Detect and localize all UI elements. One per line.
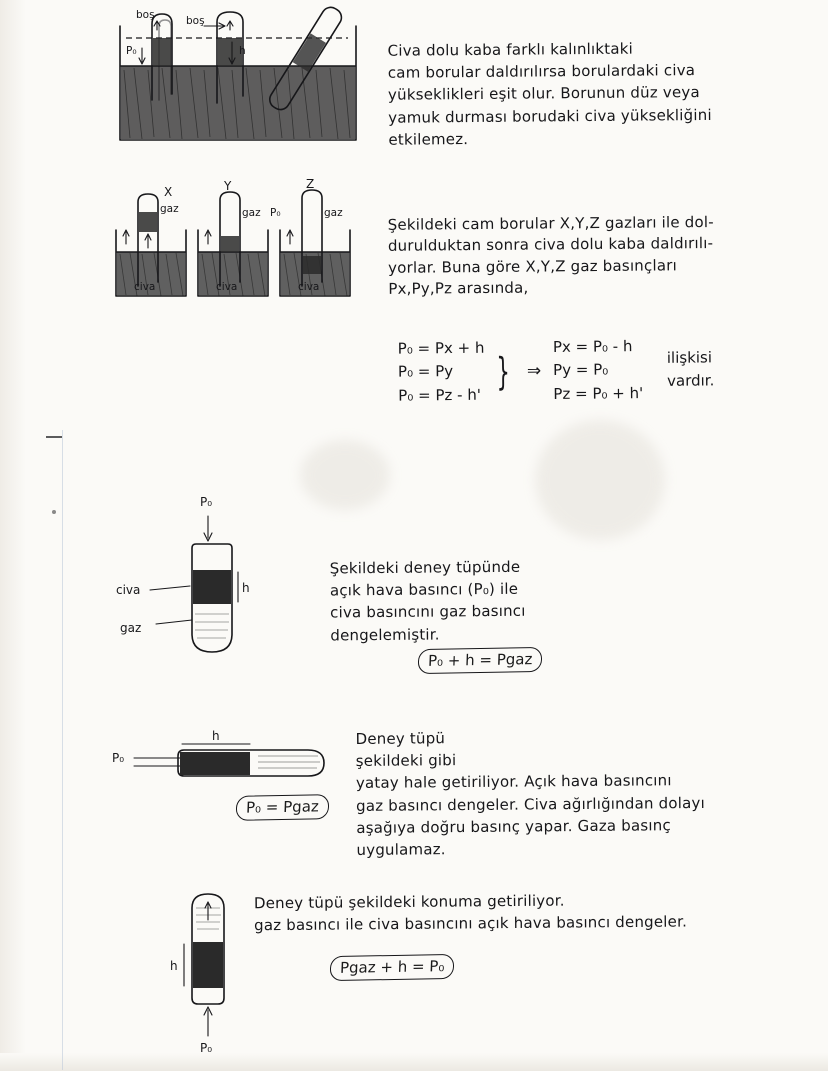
svg-text:gaz: gaz (242, 207, 261, 219)
svg-text:h: h (242, 581, 250, 595)
figure-three-gas-tubes (112, 177, 362, 310)
stray-ink-dot (52, 510, 56, 514)
svg-text:boş: boş (136, 9, 155, 21)
section5-line: gaz basıncı ile civa basıncını açık hava basıncı dengeler. (254, 912, 688, 935)
figure-horizontal-test-tube (112, 729, 362, 796)
section4-line: şekildeki gibi (355, 751, 457, 771)
section3-equation (418, 648, 542, 673)
section4-line: uygulamaz. (356, 840, 446, 859)
page-bottom-edge-shadow (0, 1053, 828, 1071)
svg-text:h: h (212, 729, 220, 743)
section2-line: Şekildeki cam borular X,Y,Z gazları ile dol- (387, 212, 714, 234)
section1-line: Civa dolu kaba farklı kalınlıktaki (387, 39, 634, 60)
section5-equation (330, 955, 454, 980)
section2-line: yorlar. Buna göre X,Y,Z gaz basınçları (388, 255, 677, 277)
svg-text:P₀: P₀ (126, 45, 137, 57)
equations-left (398, 337, 485, 408)
curly-brace-icon: } (495, 349, 510, 394)
section4-line: gaz basıncı dengeler. Civa ağırlığından dolayı (356, 793, 705, 815)
margin-rule-line (62, 430, 63, 1070)
svg-text:P₀: P₀ (200, 1041, 213, 1055)
section3-line: Şekildeki deney tüpünde (329, 557, 521, 578)
svg-text:gaz: gaz (120, 621, 142, 635)
section4-line: yatay hale getiriliyor. Açık hava basıncını (355, 771, 672, 793)
equation-boxed-pgaz-h-p0: Pgaz + h = P₀ (330, 954, 455, 981)
svg-text:P₀: P₀ (200, 495, 213, 509)
equation-left-2: P₀ = Py (397, 362, 454, 381)
figure-vertical-test-tube (116, 494, 318, 664)
section5-line: Deney tüpü şekildeki konuma getiriliyor. (253, 891, 565, 913)
section1-text (388, 36, 789, 150)
svg-text:gaz: gaz (324, 207, 343, 219)
svg-text:gaz: gaz (160, 203, 179, 215)
svg-text:h: h (239, 45, 246, 57)
svg-text:P₀: P₀ (112, 751, 125, 765)
conclusion-line-2: vardır. (666, 371, 715, 390)
svg-text:Y: Y (224, 179, 232, 193)
section3-line: dengelemiştir. (330, 625, 440, 645)
section4-text (355, 724, 806, 861)
svg-text:X: X (164, 185, 173, 199)
svg-text:boş: boş (186, 15, 205, 27)
scan-smudge (535, 420, 665, 540)
section4-line: aşağıya doğru basınç yapar. Gaza basınç (356, 815, 671, 837)
section2-line: Px,Py,Pz arasında, (388, 278, 529, 298)
equation-boxed-p0-h-pgaz: P₀ + h = Pgaz (418, 647, 543, 674)
equation-right-2: Py = P₀ (553, 360, 609, 380)
equations-right (553, 335, 644, 406)
conclusion-line-1: ilişkisi (666, 347, 713, 367)
section1-line: cam borular daldırılırsa borulardaki civa (387, 61, 696, 82)
section1-line: yükseklikleri eşit olur. Borunun düz veya (387, 83, 700, 105)
svg-text:civa: civa (134, 281, 156, 293)
equation-boxed-p0-pgaz: P₀ = Pgaz (236, 794, 330, 821)
svg-text:P₀: P₀ (270, 207, 281, 219)
section2-equation-block (398, 334, 715, 407)
section5-text (254, 888, 774, 937)
section1-line: yamuk durması borudaki civa yüksekliğini (388, 105, 712, 127)
equation-right-1: Px = P₀ - h (552, 337, 633, 357)
figure-mercury-vessel-tubes (112, 8, 362, 148)
section1-line: etkilemez. (388, 129, 469, 149)
implies-arrow-icon: ⇒ (526, 360, 542, 382)
page-left-edge-shadow (0, 0, 26, 1071)
svg-text:h: h (170, 959, 178, 973)
section2-line: durulduktan sonra civa dolu kaba daldırılı- (387, 234, 714, 256)
equation-left-1: P₀ = Px + h (397, 338, 485, 358)
svg-text:civa: civa (298, 281, 320, 293)
section3-text (330, 555, 661, 647)
svg-text:civa: civa (116, 583, 141, 597)
equation-right-3: Pz = P₀ + h' (553, 383, 644, 403)
section2-conclusion (649, 346, 715, 393)
section4-line: Deney tüpü (355, 729, 446, 748)
section3-line: açık hava basıncı (P₀) ile (329, 579, 519, 600)
equation-left-3: P₀ = Pz - h' (398, 385, 482, 405)
section2-text (388, 211, 809, 300)
section4-equation (236, 795, 329, 820)
stray-ink-mark (46, 436, 62, 438)
section3-line: civa basıncını gaz basıncı (330, 602, 526, 622)
svg-text:civa: civa (216, 281, 238, 293)
svg-text:Z: Z (306, 177, 315, 191)
